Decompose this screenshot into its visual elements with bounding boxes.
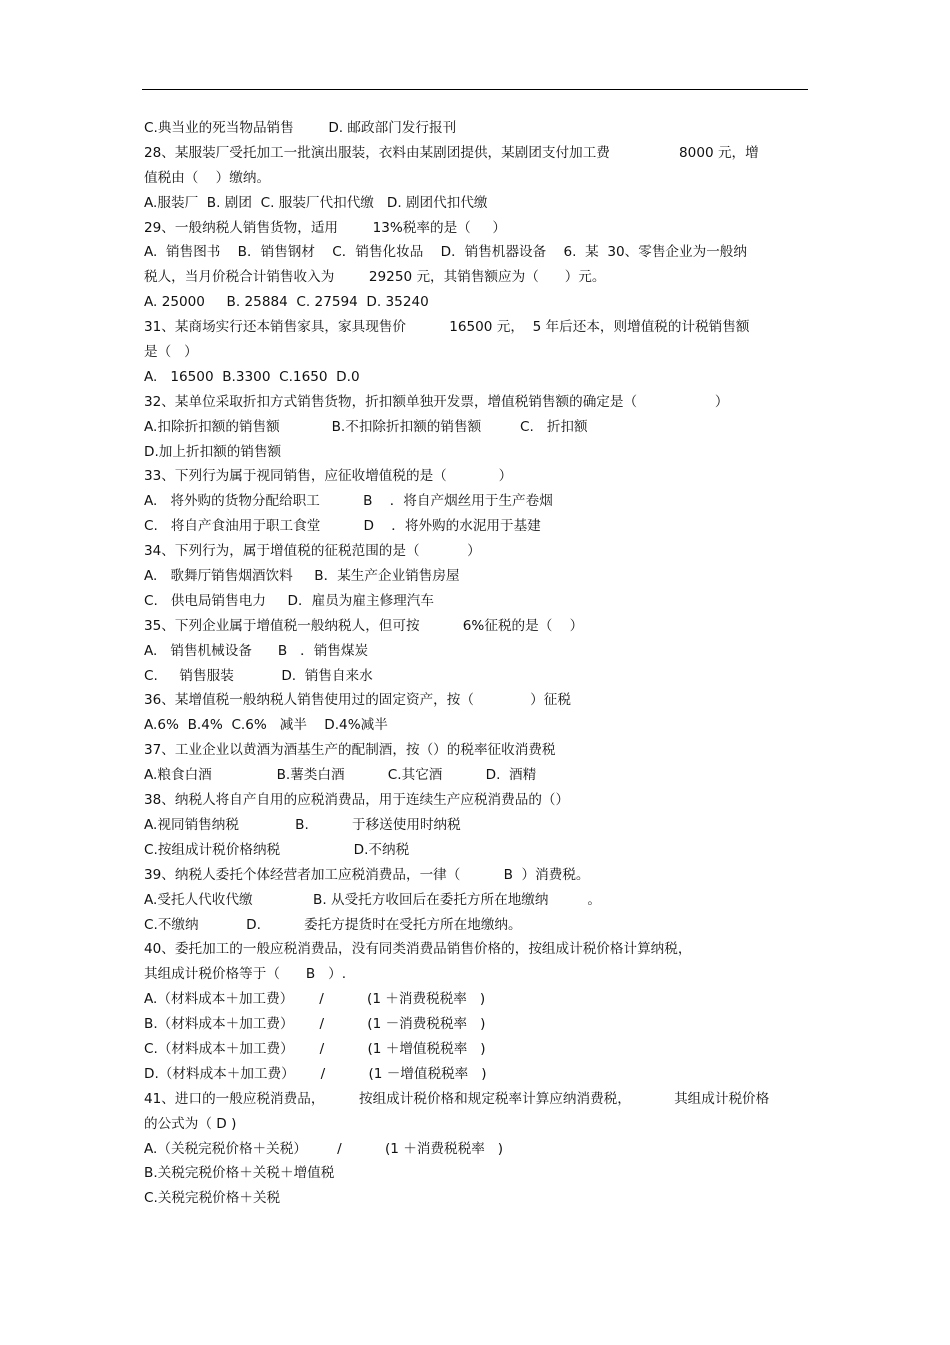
text-line: A.受托人代收代缴 B. 从受托方收回后在委托方所在地缴纳 。 — [144, 891, 601, 908]
text-line: A.（材料成本＋加工费） / (1 ＋消费税税率 ) — [144, 991, 486, 1008]
text-line: A. 销售图书 B．销售钢材 C．销售化妆品 D．销售机器设备 6. 某 30、零售企业为一般纳 — [144, 244, 747, 261]
text-line: A.视同销售纳税 B. 于移送使用时纳税 — [144, 816, 461, 833]
text-line: B.关税完税价格＋关税＋增值税 — [144, 1165, 335, 1182]
text-line: C.关税完税价格＋关税 — [144, 1190, 281, 1207]
text-line: 35、下列企业属于增值税一般纳税人，但可按 6%征税的是（ ） — [144, 617, 584, 634]
text-line: B.（材料成本＋加工费） / (1 －消费税税率 ) — [144, 1016, 486, 1033]
document-body — [144, 116, 810, 1211]
text-line: A.（关税完税价格＋关税） / (1 ＋消费税税率 ) — [144, 1140, 504, 1157]
text-line: 38、纳税人将自产自用的应税消费品，用于连续生产应税消费品的（） — [144, 792, 570, 809]
text-line: 39、纳税人委托个体经营者加工应税消费品，一律（ B ）消费税。 — [144, 866, 590, 883]
text-line: C.典当业的死当物品销售 D. 邮政部门发行报刊 — [144, 120, 457, 136]
text-line: A.扣除折扣额的销售额 B.不扣除折扣额的销售额 C. 折扣额 — [144, 418, 588, 435]
text-line: A.6% B.4% C.6% 减半 D.4%减半 — [144, 717, 388, 734]
text-line: C. 销售服装 D. 销售自来水 — [144, 667, 373, 684]
text-line: 值税由（ ）缴纳。 — [144, 169, 271, 186]
text-line: 的公式为（ D ) — [144, 1115, 237, 1132]
text-line: A. 将外购的货物分配给职工 B ．将自产烟丝用于生产卷烟 — [144, 493, 553, 510]
text-line: 40、委托加工的一般应税消费品，没有同类消费品销售价格的，按组成计税价格计算纳税， — [144, 941, 692, 958]
text-line: 32、某单位采取折扣方式销售货物，折扣额单独开发票，增值税销售额的确定是（ ） — [144, 393, 729, 410]
text-line: D.加上折扣额的销售额 — [144, 443, 282, 460]
text-line: A. 16500 B.3300 C.1650 D.0 — [144, 368, 360, 385]
text-line: A. 销售机械设备 B ．销售煤炭 — [144, 642, 369, 659]
text-line: C. 供电局销售电力 D．雇员为雇主修理汽车 — [144, 592, 434, 609]
text-line: C.（材料成本＋加工费） / (1 ＋增值税税率 ) — [144, 1040, 486, 1057]
text-line: C. 将自产食油用于职工食堂 D ．将外购的水泥用于基建 — [144, 518, 541, 535]
text-line: 34、下列行为，属于增值税的征税范围的是（ ） — [144, 543, 481, 560]
text-line: C.不缴纳 D. 委托方提货时在受托方所在地缴纳。 — [144, 916, 522, 933]
text-line: A.粮食白酒 B.薯类白酒 C.其它酒 D. 酒精 — [144, 767, 537, 784]
text-line: A. 歌舞厅销售烟酒饮料 B．某生产企业销售房屋 — [144, 568, 460, 585]
text-line: D.（材料成本＋加工费） / (1 －增值税税率 ) — [144, 1065, 487, 1082]
text-line: 其组成计税价格等于（ B ）. — [144, 966, 347, 983]
text-line: A. 25000 B. 25884 C. 27594 D. 35240 — [144, 294, 429, 311]
text-line: C.按组成计税价格纳税 D.不纳税 — [144, 841, 410, 858]
text-line: 是（ ） — [144, 344, 198, 361]
text-line: 37、工业企业以黄酒为酒基生产的配制酒，按（）的税率征收消费税 — [144, 742, 556, 759]
text-line: 29、一般纳税人销售货物，适用 13%税率的是（ ） — [144, 219, 506, 236]
text-line: 33、下列行为属于视同销售，应征收增值税的是（ ） — [144, 468, 513, 485]
text-line: A.服装厂 B. 剧团 C. 服装厂代扣代缴 D. 剧团代扣代缴 — [144, 194, 488, 211]
header-rule — [142, 89, 808, 90]
text-line: 36、某增值税一般纳税人销售使用过的固定资产，按（ ）征税 — [144, 692, 571, 709]
text-line: 税人，当月价税合计销售收入为 29250 元，其销售额应为（ ）元。 — [144, 269, 606, 286]
text-line: 31、某商场实行还本销售家具，家具现售价 16500 元， 5 年后还本，则增值税的计税销售额 — [144, 319, 750, 336]
text-line: 41、进口的一般应税消费品， 按组成计税价格和规定税率计算应纳消费税， 其组成计税价格 — [144, 1090, 770, 1107]
text-line: 28、某服装厂受托加工一批演出服装，衣料由某剧团提供，某剧团支付加工费 8000 元，增 — [144, 144, 759, 161]
